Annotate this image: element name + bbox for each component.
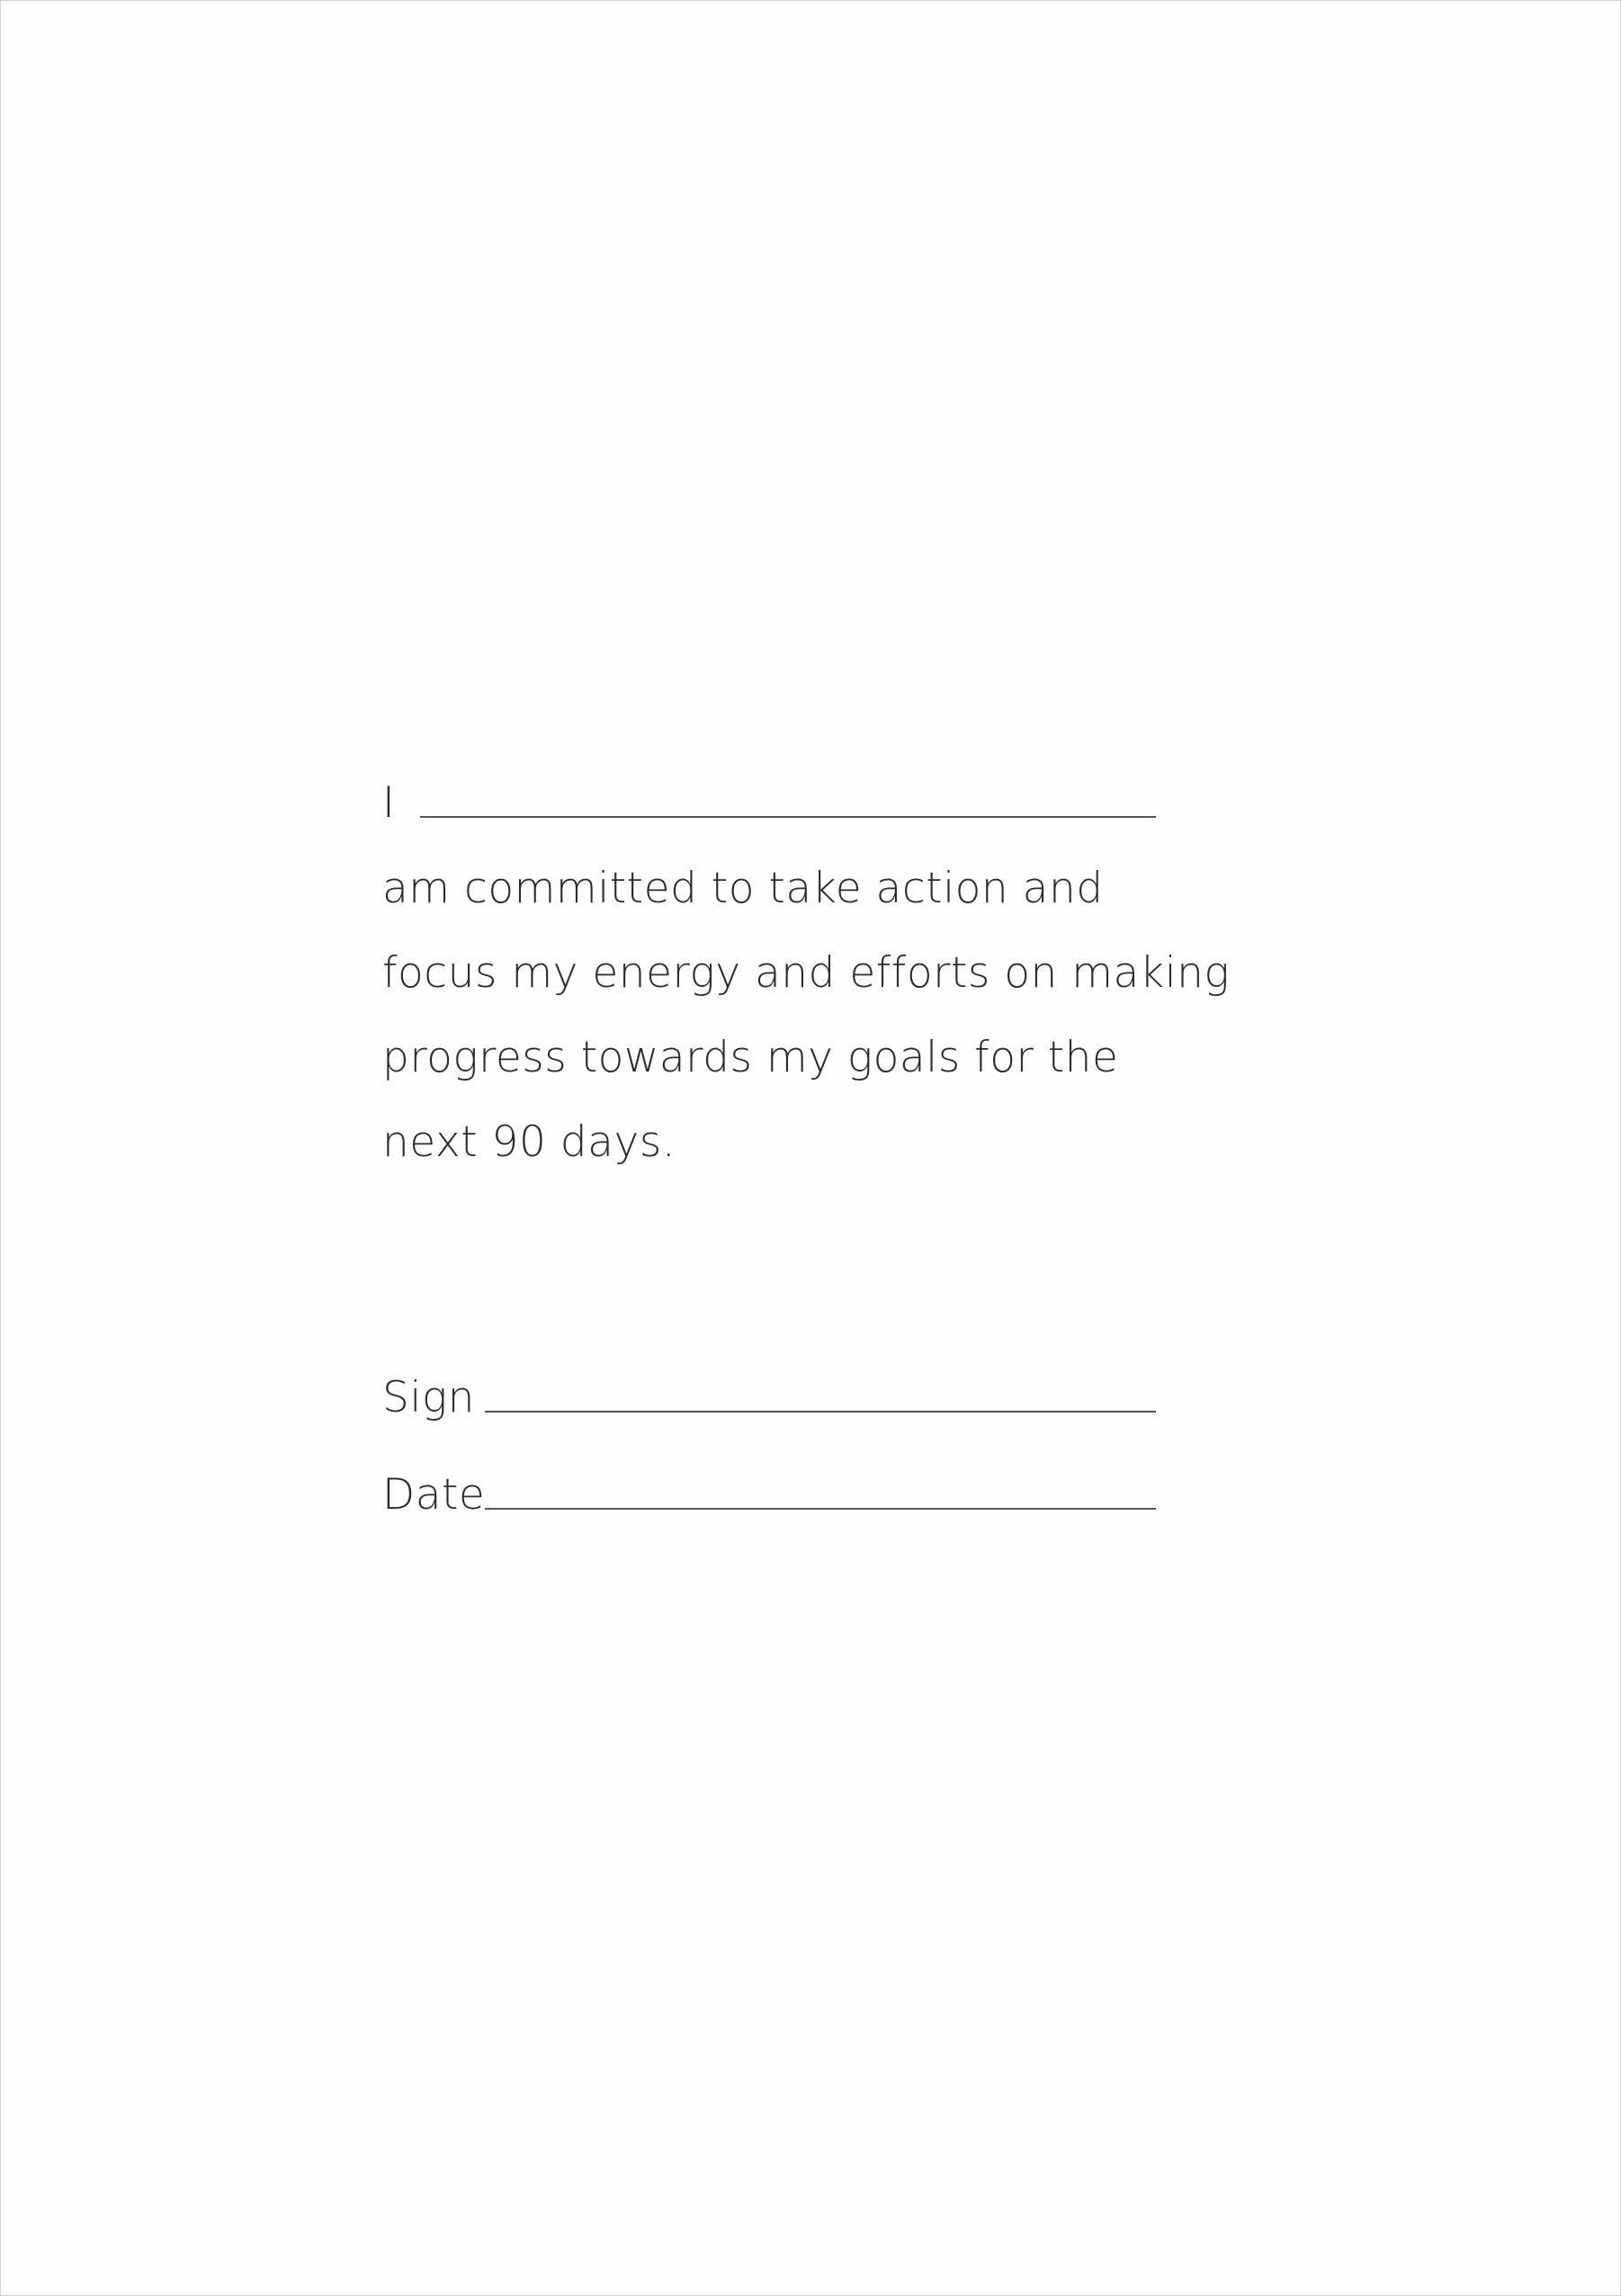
- pledge-pronoun: I: [382, 778, 396, 828]
- name-underline: [420, 816, 1156, 818]
- sign-underline: [485, 1411, 1156, 1413]
- pledge-line: focus my energy and efforts on making: [382, 948, 1231, 998]
- pledge-line: progress towards my goals for the: [382, 1033, 1119, 1082]
- sign-field[interactable]: [485, 1368, 1156, 1413]
- date-field[interactable]: [485, 1466, 1156, 1511]
- sign-label: Sign: [382, 1373, 475, 1422]
- date-label: Date: [382, 1470, 486, 1520]
- date-underline: [485, 1508, 1156, 1510]
- pledge-line: am committed to take action and: [382, 864, 1104, 913]
- name-field[interactable]: [420, 775, 1156, 820]
- pledge-line: next 90 days.: [382, 1117, 676, 1167]
